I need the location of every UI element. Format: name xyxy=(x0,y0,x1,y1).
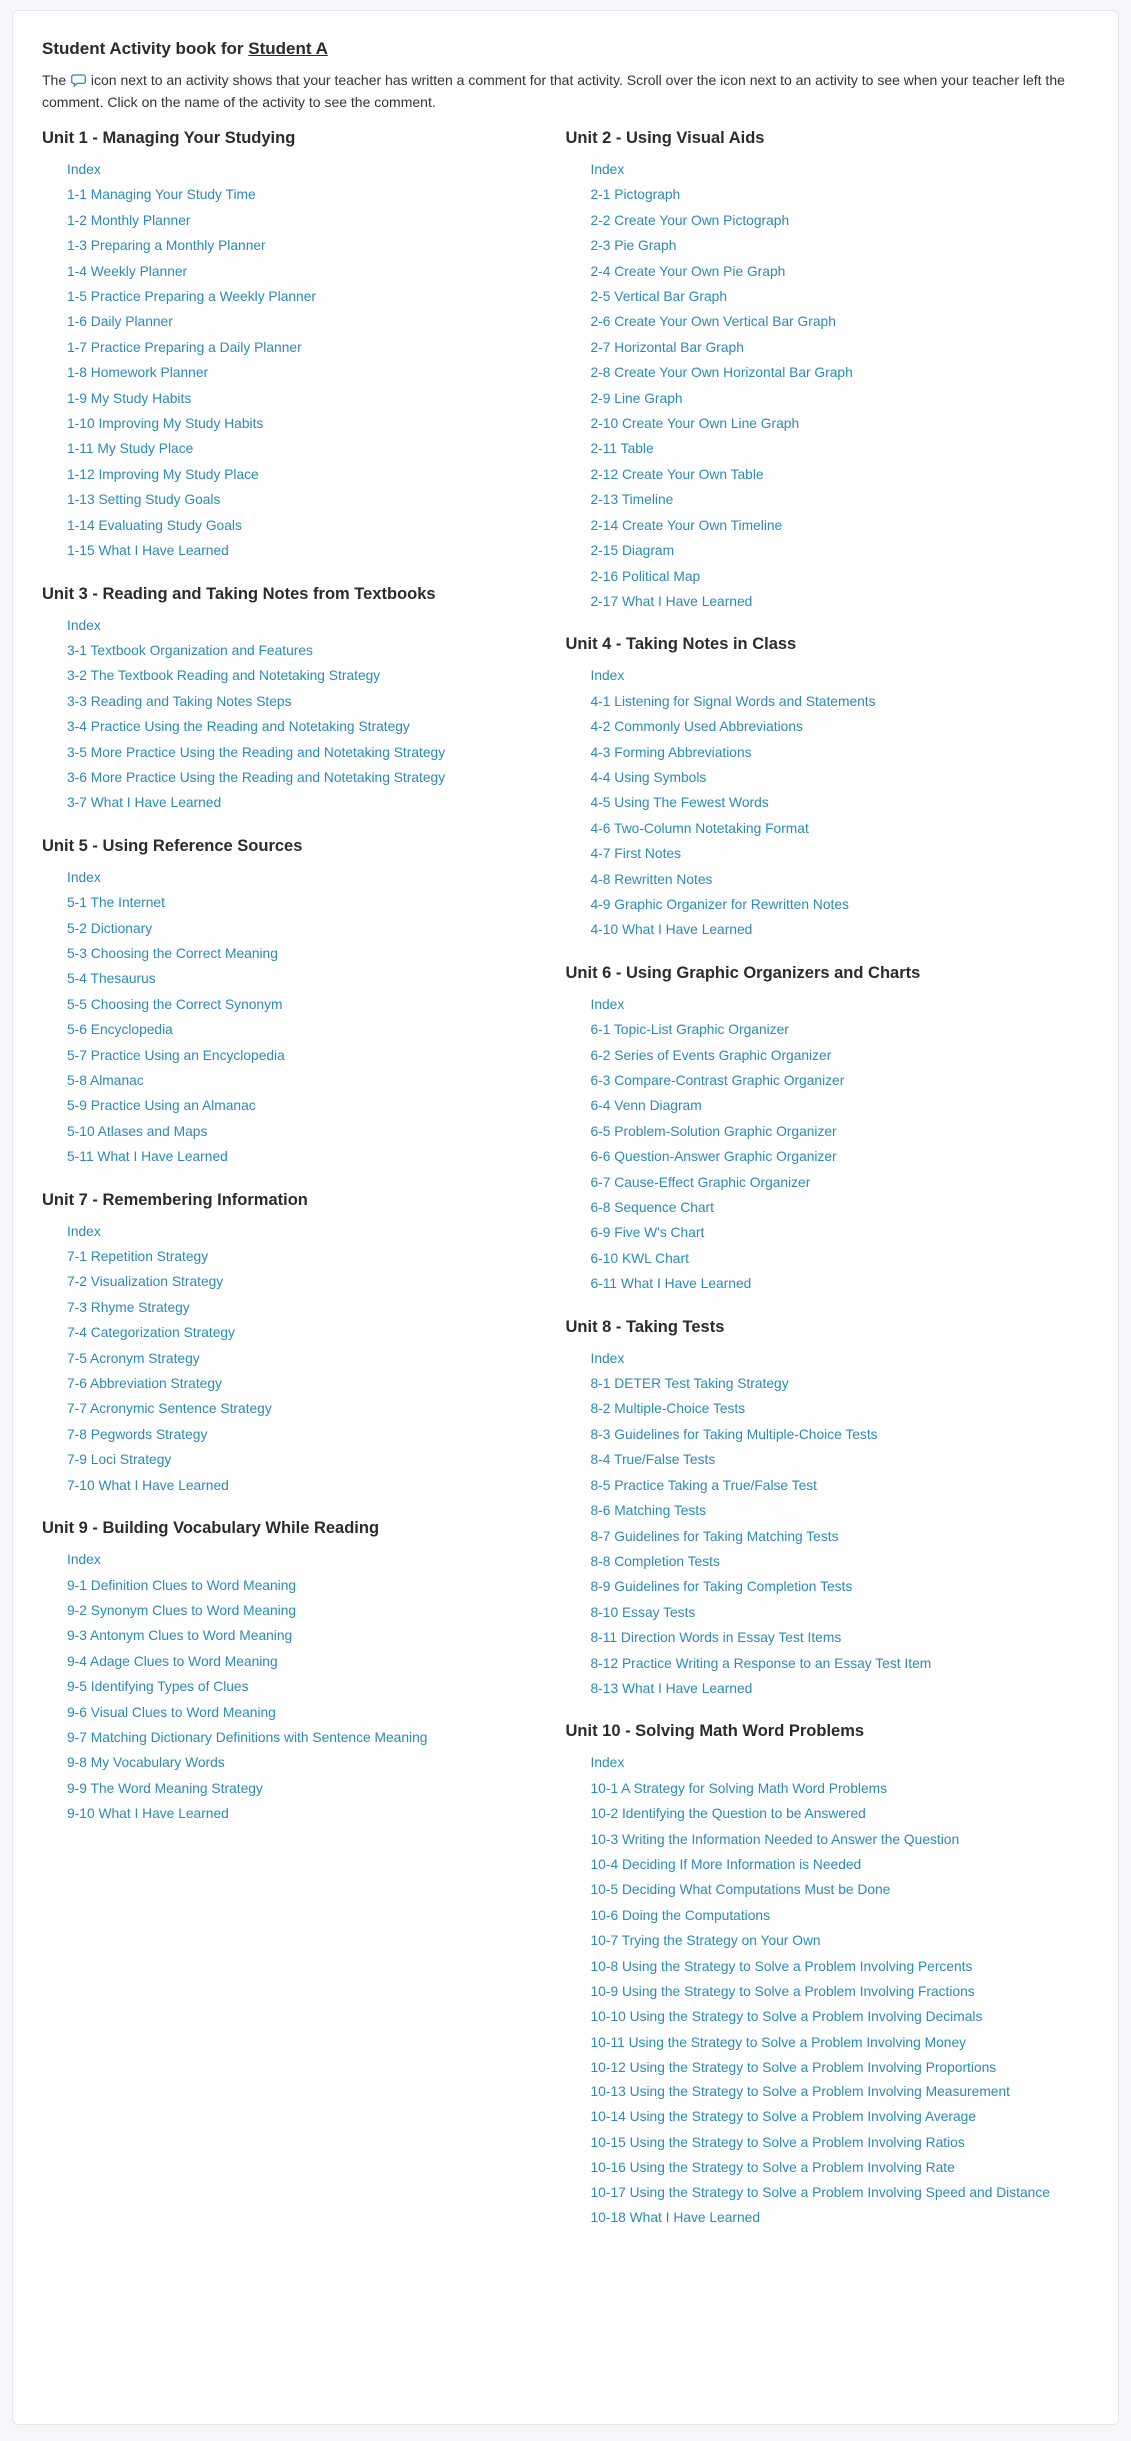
activity-link[interactable]: 6-1 Topic-List Graphic Organizer xyxy=(590,1022,789,1038)
activity-link[interactable]: 1-13 Setting Study Goals xyxy=(67,492,221,508)
activity-link[interactable]: 1-6 Daily Planner xyxy=(67,314,173,330)
activity-list xyxy=(566,1750,1090,2231)
activity-link[interactable]: 2-10 Create Your Own Line Graph xyxy=(590,416,800,432)
activity-list xyxy=(42,1219,566,1498)
activity-link[interactable]: 7-1 Repetition Strategy xyxy=(67,1249,209,1265)
activity-link[interactable]: 3-4 Practice Using the Reading and Notetaking Strategy xyxy=(67,719,410,735)
intro-text xyxy=(42,69,1082,113)
activity-book-card xyxy=(12,10,1119,2425)
activity-link[interactable]: 2-13 Timeline xyxy=(590,492,674,508)
activity-link[interactable]: 8-11 Direction Words in Essay Test Items xyxy=(590,1630,842,1646)
activity-link[interactable]: 5-5 Choosing the Correct Synonym xyxy=(67,996,283,1012)
activity-link[interactable]: 7-9 Loci Strategy xyxy=(67,1452,172,1468)
activity-link[interactable]: 6-7 Cause-Effect Graphic Organizer xyxy=(590,1174,811,1190)
unit-index-link[interactable]: Index xyxy=(67,162,101,177)
activity-link[interactable]: 3-3 Reading and Taking Notes Steps xyxy=(67,693,292,709)
unit-index-link[interactable]: Index xyxy=(67,1552,101,1568)
activity-link[interactable]: 6-8 Sequence Chart xyxy=(590,1200,714,1216)
activity-list xyxy=(42,613,566,816)
activity-link[interactable]: 9-10 What I Have Learned xyxy=(67,1806,229,1822)
activity-link[interactable]: 5-8 Almanac xyxy=(67,1073,144,1088)
unit-section-unit-2 xyxy=(566,125,1090,614)
activity-link[interactable]: 5-2 Dictionary xyxy=(67,920,153,936)
unit-section-unit-7 xyxy=(42,1187,566,1498)
activity-link[interactable]: 1-2 Monthly Planner xyxy=(67,212,191,228)
activity-link[interactable]: 10-10 Using the Strategy to Solve a Problem Involving Decimals xyxy=(590,2009,983,2025)
unit-title: Unit 8 - Taking Tests xyxy=(565,1317,725,1336)
activity-link[interactable]: 1-9 My Study Habits xyxy=(67,390,192,406)
activity-link[interactable]: 2-6 Create Your Own Vertical Bar Graph xyxy=(590,314,836,330)
activity-link[interactable]: 10-13 Using the Strategy to Solve a Problem Involving Measurement xyxy=(590,2084,1010,2100)
activity-link[interactable]: 1-4 Weekly Planner xyxy=(67,263,188,279)
activity-link[interactable]: 9-2 Synonym Clues to Word Meaning xyxy=(67,1602,297,1618)
activity-link[interactable]: 9-1 Definition Clues to Word Meaning xyxy=(67,1577,297,1593)
unit-title: Unit 2 - Using Visual Aids xyxy=(565,129,765,147)
activity-list xyxy=(42,865,566,1170)
activity-link[interactable]: 8-1 DETER Test Taking Strategy xyxy=(590,1376,789,1392)
unit-section-unit-5 xyxy=(42,833,566,1170)
activity-link[interactable]: 6-5 Problem-Solution Graphic Organizer xyxy=(590,1123,837,1139)
activity-link[interactable]: 9-4 Adage Clues to Word Meaning xyxy=(67,1653,278,1669)
activity-link[interactable]: 8-13 What I Have Learned xyxy=(590,1680,753,1696)
activity-link[interactable]: 7-3 Rhyme Strategy xyxy=(67,1299,190,1315)
comment-icon xyxy=(71,71,86,84)
activity-link[interactable]: 1-5 Practice Preparing a Weekly Planner xyxy=(67,289,316,305)
activity-link[interactable]: 10-4 Deciding If More Information is Needed xyxy=(590,1856,862,1872)
activity-link[interactable]: 1-3 Preparing a Monthly Planner xyxy=(67,238,266,254)
activity-list xyxy=(566,663,1090,942)
activity-link[interactable]: 8-8 Completion Tests xyxy=(590,1553,720,1569)
unit-title: Unit 9 - Building Vocabulary While Reading xyxy=(42,1519,380,1538)
activity-link[interactable]: 2-11 Table xyxy=(590,441,654,457)
right-column xyxy=(566,125,1090,2248)
activity-link[interactable]: 3-1 Textbook Organization and Features xyxy=(67,642,313,658)
activity-link[interactable]: 1-14 Evaluating Study Goals xyxy=(67,517,242,533)
unit-index-link[interactable]: Index xyxy=(590,996,625,1012)
activity-link[interactable]: 10-15 Using the Strategy to Solve a Problem Involving Ratios xyxy=(590,2134,965,2150)
activity-link[interactable]: 3-6 More Practice Using the Reading and Notetaking Strategy xyxy=(67,769,446,785)
activity-link[interactable]: 5-1 The Internet xyxy=(67,895,165,911)
activity-link[interactable]: 10-11 Using the Strategy to Solve a Problem Involving Money xyxy=(590,2034,967,2050)
activity-link[interactable]: 10-18 What I Have Learned xyxy=(590,2210,760,2226)
activity-list xyxy=(566,157,1090,614)
activity-link[interactable]: 2-3 Pie Graph xyxy=(590,238,677,254)
unit-section-unit-4 xyxy=(566,631,1090,942)
activity-link[interactable]: 3-2 The Textbook Reading and Notetaking Strategy xyxy=(67,668,381,684)
activity-link[interactable]: 8-9 Guidelines for Taking Completion Tests xyxy=(590,1579,853,1595)
activity-link[interactable]: 5-4 Thesaurus xyxy=(67,971,156,987)
activity-link[interactable]: 5-3 Choosing the Correct Meaning xyxy=(67,945,278,961)
activity-link[interactable]: 10-8 Using the Strategy to Solve a Problem Involving Percents xyxy=(590,1958,973,1974)
unit-section-unit-10 xyxy=(566,1718,1090,2231)
units-columns xyxy=(42,125,1089,2248)
activity-link[interactable]: 6-6 Question-Answer Graphic Organizer xyxy=(590,1149,837,1165)
activity-link[interactable]: 2-16 Political Map xyxy=(590,568,701,584)
activity-list xyxy=(566,1346,1090,1702)
activity-link[interactable]: 2-15 Diagram xyxy=(590,543,675,559)
activity-link[interactable]: 6-9 Five W's Chart xyxy=(590,1225,705,1241)
unit-index-link[interactable]: Index xyxy=(590,668,625,684)
activity-link[interactable]: 5-7 Practice Using an Encyclopedia xyxy=(67,1047,285,1063)
activity-link[interactable]: 2-8 Create Your Own Horizontal Bar Graph xyxy=(590,365,853,381)
activity-link[interactable]: 4-5 Using The Fewest Words xyxy=(590,795,769,811)
activity-link[interactable]: 2-12 Create Your Own Table xyxy=(590,466,764,482)
activity-link[interactable]: 4-4 Using Symbols xyxy=(590,769,707,785)
activity-link[interactable]: 2-17 What I Have Learned xyxy=(590,593,753,609)
unit-title: Unit 4 - Taking Notes in Class xyxy=(565,635,797,654)
activity-link[interactable]: 1-7 Practice Preparing a Daily Planner xyxy=(67,339,302,355)
activity-link[interactable]: 1-1 Managing Your Study Time xyxy=(67,187,256,203)
activity-link[interactable]: 5-6 Encyclopedia xyxy=(67,1022,173,1038)
activity-link[interactable]: 2-7 Horizontal Bar Graph xyxy=(590,339,744,355)
activity-link[interactable]: 8-7 Guidelines for Taking Matching Tests xyxy=(590,1528,839,1544)
unit-title: Unit 6 - Using Graphic Organizers and Charts xyxy=(565,963,921,982)
activity-link[interactable]: 2-4 Create Your Own Pie Graph xyxy=(590,263,786,279)
activity-link[interactable]: 10-14 Using the Strategy to Solve a Problem Involving Average xyxy=(590,2109,977,2125)
unit-index-link[interactable]: Index xyxy=(590,162,625,177)
activity-link[interactable]: 4-9 Graphic Organizer for Rewritten Notes xyxy=(590,896,849,912)
activity-link[interactable]: 6-10 KWL Chart xyxy=(590,1250,689,1266)
activity-link[interactable]: 4-7 First Notes xyxy=(590,846,681,862)
activity-list xyxy=(566,992,1090,1297)
activity-link[interactable]: 4-10 What I Have Learned xyxy=(590,922,753,938)
activity-link[interactable]: 8-3 Guidelines for Taking Multiple-Choice Tests xyxy=(590,1426,878,1442)
activity-link[interactable]: 4-1 Listening for Signal Words and Statements xyxy=(590,693,876,709)
activity-link[interactable]: 6-4 Venn Diagram xyxy=(590,1098,702,1114)
activity-link[interactable]: 1-15 What I Have Learned xyxy=(67,543,229,559)
activity-link[interactable]: 2-2 Create Your Own Pictograph xyxy=(590,212,790,228)
activity-link[interactable]: 4-2 Commonly Used Abbreviations xyxy=(590,719,803,735)
activity-link[interactable]: 4-6 Two-Column Notetaking Format xyxy=(590,820,809,836)
activity-link[interactable]: 2-5 Vertical Bar Graph xyxy=(590,289,728,305)
unit-section-unit-8 xyxy=(566,1314,1090,1702)
unit-section-unit-6 xyxy=(566,960,1090,1297)
activity-link[interactable]: 7-10 What I Have Learned xyxy=(67,1477,229,1493)
card-content xyxy=(13,11,1118,2248)
unit-title: Unit 3 - Reading and Taking Notes from Textbooks xyxy=(42,584,436,603)
activity-link[interactable]: 9-8 My Vocabulary Words xyxy=(67,1755,225,1771)
activity-link[interactable]: 2-14 Create Your Own Timeline xyxy=(590,517,783,533)
activity-link[interactable]: 10-3 Writing the Information Needed to Answer the Question xyxy=(590,1831,960,1847)
activity-link[interactable]: 7-8 Pegwords Strategy xyxy=(67,1426,208,1442)
activity-link[interactable]: 9-9 The Word Meaning Strategy xyxy=(67,1780,263,1796)
activity-link[interactable]: 4-8 Rewritten Notes xyxy=(590,871,713,887)
activity-link[interactable]: 6-11 What I Have Learned xyxy=(590,1276,752,1292)
activity-link[interactable]: 10-6 Doing the Computations xyxy=(590,1907,770,1923)
activity-link[interactable]: 3-7 What I Have Learned xyxy=(67,795,222,811)
activity-link[interactable]: 8-2 Multiple-Choice Tests xyxy=(590,1401,746,1417)
activity-link[interactable]: 6-3 Compare-Contrast Graphic Organizer xyxy=(590,1073,845,1088)
activity-link[interactable]: 10-5 Deciding What Computations Must be Done xyxy=(590,1882,891,1898)
activity-link[interactable]: 7-6 Abbreviation Strategy xyxy=(67,1376,222,1392)
activity-link[interactable]: 7-7 Acronymic Sentence Strategy xyxy=(67,1401,272,1417)
activity-link[interactable]: 9-7 Matching Dictionary Definitions with Sentence Meaning xyxy=(67,1729,428,1745)
activity-link[interactable]: 6-2 Series of Events Graphic Organizer xyxy=(590,1047,832,1063)
activity-link[interactable]: 2-9 Line Graph xyxy=(590,390,683,406)
activity-link[interactable]: 1-12 Improving My Study Place xyxy=(67,466,259,482)
activity-link[interactable]: 8-12 Practice Writing a Response to an Essay Test Item xyxy=(590,1655,932,1671)
unit-section-unit-1 xyxy=(42,125,566,564)
activity-link[interactable]: 7-5 Acronym Strategy xyxy=(67,1350,200,1366)
activity-link[interactable]: 10-7 Trying the Strategy on Your Own xyxy=(590,1933,821,1949)
unit-index-link[interactable]: Index xyxy=(67,617,101,633)
activity-link[interactable]: 2-1 Pictograph xyxy=(590,187,681,203)
unit-title: Unit 1 - Managing Your Studying xyxy=(42,129,296,147)
activity-link[interactable]: 10-1 A Strategy for Solving Math Word Problems xyxy=(590,1780,888,1796)
activity-link[interactable]: 8-6 Matching Tests xyxy=(590,1503,707,1519)
activity-link[interactable]: 1-8 Homework Planner xyxy=(67,365,209,381)
unit-title: Unit 5 - Using Reference Sources xyxy=(42,836,303,855)
activity-link[interactable]: 7-2 Visualization Strategy xyxy=(67,1274,224,1290)
activity-link[interactable]: 9-6 Visual Clues to Word Meaning xyxy=(67,1704,276,1720)
unit-index-link[interactable]: Index xyxy=(590,1350,625,1366)
page-title xyxy=(42,37,1089,61)
title-prefix: Student Activity book for xyxy=(42,39,244,58)
activity-link[interactable]: 9-5 Identifying Types of Clues xyxy=(67,1679,249,1695)
activity-link[interactable]: 4-3 Forming Abbreviations xyxy=(590,744,752,760)
activity-link[interactable]: 8-10 Essay Tests xyxy=(590,1604,696,1620)
activity-link[interactable]: 1-11 My Study Place xyxy=(67,441,194,457)
unit-title: Unit 10 - Solving Math Word Problems xyxy=(565,1722,865,1741)
unit-index-link[interactable]: Index xyxy=(590,1755,625,1771)
unit-index-link[interactable]: Index xyxy=(67,869,101,885)
activity-link[interactable]: 5-10 Atlases and Maps xyxy=(67,1123,208,1139)
activity-link[interactable]: 10-2 Identifying the Question to be Answered xyxy=(590,1806,866,1822)
activity-link[interactable]: 3-5 More Practice Using the Reading and Notetaking Strategy xyxy=(67,744,446,760)
unit-section-unit-9 xyxy=(42,1515,566,1826)
left-column xyxy=(42,125,566,2248)
activity-list xyxy=(42,157,566,564)
activity-link[interactable]: 7-4 Categorization Strategy xyxy=(67,1325,235,1341)
activity-link[interactable]: 10-17 Using the Strategy to Solve a Problem Involving Speed and Distance xyxy=(590,2185,1050,2201)
intro-after-icon: icon next to an activity shows that your teacher has written a comment for that activity. Scroll over the icon next to an activity to see when your teacher left the comment. Click on the name of the activity to see the comment. xyxy=(42,72,1065,110)
unit-title: Unit 7 - Remembering Information xyxy=(42,1190,308,1209)
activity-list xyxy=(42,1547,566,1826)
unit-index-link[interactable]: Index xyxy=(67,1223,101,1239)
activity-link[interactable]: 10-12 Using the Strategy to Solve a Problem Involving Proportions xyxy=(590,2060,997,2076)
intro-before-icon: The xyxy=(42,72,67,88)
activity-link[interactable]: 5-11 What I Have Learned xyxy=(67,1149,228,1165)
student-name-link[interactable]: Student A xyxy=(248,39,328,58)
activity-link[interactable]: 5-9 Practice Using an Almanac xyxy=(67,1098,256,1114)
activity-link[interactable]: 10-9 Using the Strategy to Solve a Problem Involving Fractions xyxy=(590,1984,975,1999)
activity-link[interactable]: 8-4 True/False Tests xyxy=(590,1452,716,1468)
activity-link[interactable]: 9-3 Antonym Clues to Word Meaning xyxy=(67,1628,293,1644)
activity-link[interactable]: 8-5 Practice Taking a True/False Test xyxy=(590,1477,817,1493)
unit-section-unit-3 xyxy=(42,581,566,816)
activity-link[interactable]: 1-10 Improving My Study Habits xyxy=(67,416,264,432)
activity-link[interactable]: 10-16 Using the Strategy to Solve a Problem Involving Rate xyxy=(590,2160,955,2176)
